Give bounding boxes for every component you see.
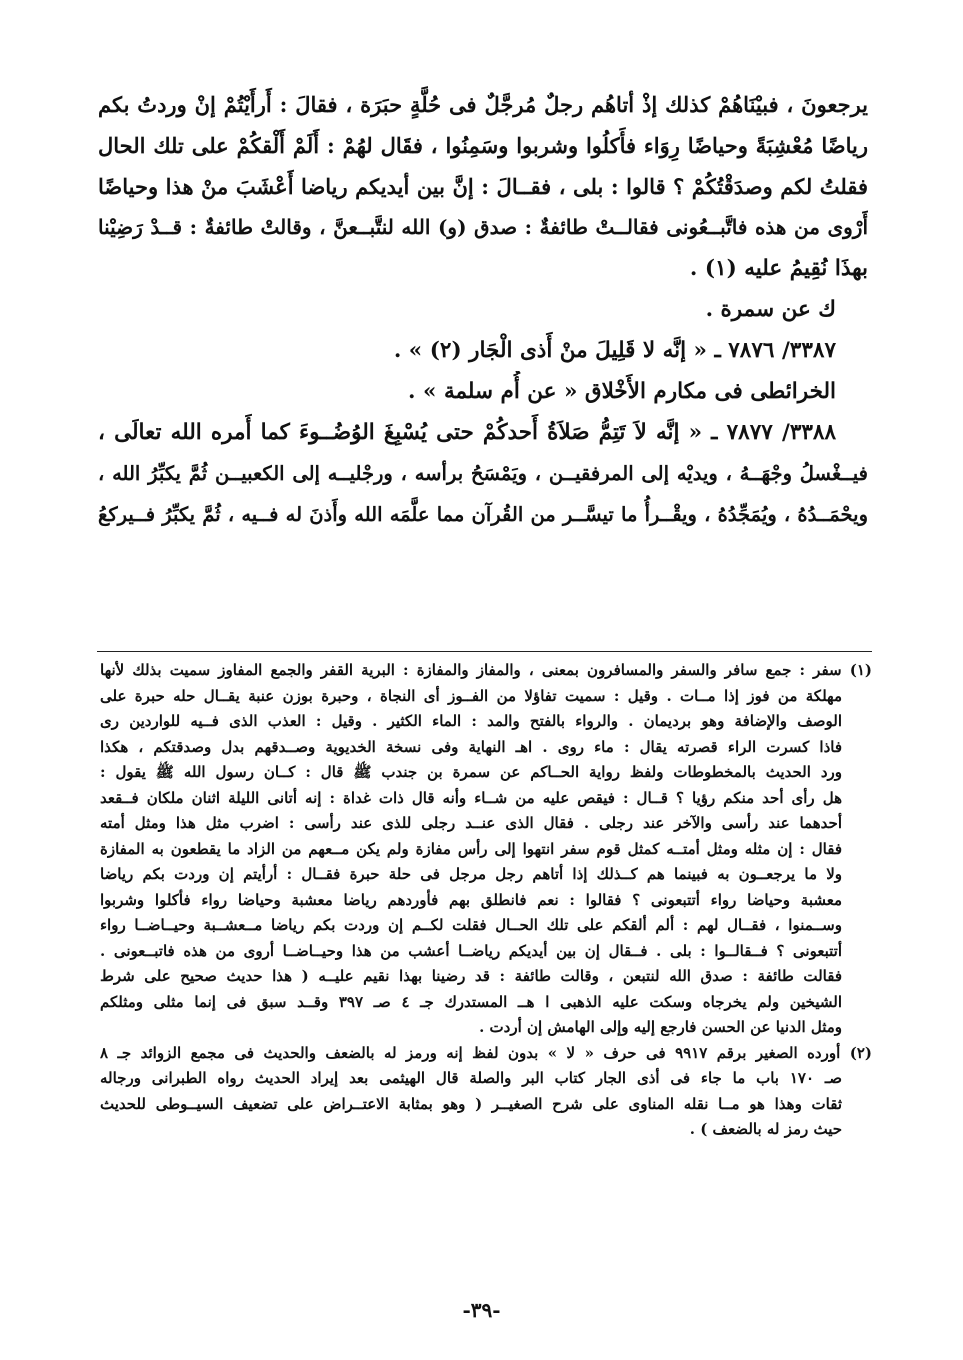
footnote-1-line: مهلكة من فوز إذا مــات . وقيل : سميت تفاؤلا من الفــوز أى النجاة ، وحبرة بوزن عنبة يقــال حله حبرة على xyxy=(100,686,842,705)
footnote-1-line: وســمنوا ، فقــال لهم : ألم ألقكم على تلك الحــال فقلت لكــم إن وردت بكم رياضا مــعشــبة وحيــاضــا رواء xyxy=(100,916,842,934)
footnote-1-line: فقال : إن مثله ومثل أمتــه كمثل قوم سفر انتهوا إلى رأس مفازة ولم يكن مــعهم من الزاد ما يقطعون به المفازة xyxy=(100,839,842,858)
footnote-1-line: فاذا كسرت الراء قصرته يقال : ماء روى . اهـ النهاية وفى نسخة الخديوية وصــدقهم بدل وصدقتكم ، هكذا xyxy=(100,737,842,756)
footnote-1-line: ولا ما يرجعــون به فبينما هم كــذلك إذا أتاهم رجل مرجل فى حلة حبرة فقــال : أرأيتم إن وردت بكم رياضا xyxy=(100,865,842,883)
footnote-1-line: هل رأى أحد منكم رؤيا ؟ قــال : فيقص عليه من شــاء وأنه قال ذات غداة : إنه أتانى الليلة اثنان ملكان فــقعد xyxy=(100,788,842,807)
hadith-source-line: الخرائطى فى مكارم الأَخْلاق « عن أُم سلمة » . xyxy=(408,379,836,404)
footnote-divider xyxy=(97,651,872,652)
main-text-line: فقلتُ لكم وصدَقْتُكُمْ ؟ قالوا : بلى ، فقــالَ : إنَّ بين أيديكم رياضا أَعْشَبَ منْ هذا وحياضًا xyxy=(98,174,868,199)
hadith-3387-line: ٣٣٨٧/ ٧٨٧٦ ـ « إنَّه لا قَلِيلَ منْ أَذى الْجَار (٢) » . xyxy=(393,338,836,363)
footnote-2-line: صـ ١٧٠ باب ما جاء فى أذى الجار كتاب البر والصلة قال الهيثمى بعد إيراد الحديث رواه الطبرانى ورجاله xyxy=(100,1069,842,1087)
main-text-line: رياضًا مُعْشِبَةً وحياضًا رِوَاء فأَكلُوا وشربوا وسَمِنُوا ، فقَال لهُمْ : أَلَمْ أَلْقكُمْ على تلك الحال xyxy=(98,133,868,158)
page-number: -٣٩- xyxy=(462,1298,501,1322)
footnote-1-line: الشيخين ولم يخرجاه وسكت عليه الذهبى ا هــ المستدرك جـ ٤ صـ ٣٩٧ وقــد سبق فى إنما مثلى ومثلكم xyxy=(100,992,842,1011)
footnote-2-line: (٢) أورده الصغير برقم ٩٩١٧ فى حرف « لا » بدون لفظ إنه ورمز له بالضعف والحديث فى مجمع الزوائد جـ ٨ xyxy=(100,1043,872,1062)
footnote-1-line: معشبة وحياضا رواء أتتبعونى ؟ فقالوا : نعم فانطلق بهم فأوردهم رياضا معشبة وحياضا رواء فأكلوا وشربوا xyxy=(100,890,842,909)
hadith-source-line: ك عن سمرة . xyxy=(705,297,836,322)
footnote-1-line: أتتبعونى ؟ فــقالــوا : بلى . فــقال إن بين أيديكم رياضــا أعشب من هذا وحيــاضــا أروى من هذه فاتبــعونى . xyxy=(100,941,842,960)
main-text-line: أَرْوى من هذه فاتَّبــعُونى فقالــتْ طائفةٌ : صدق (و) الله لنتَّبــعنَّ ، وقالتْ طائفةٌ : قــدْ رَضِيْنا xyxy=(98,215,868,239)
main-text-block xyxy=(98,84,868,535)
footnote-2-line: حيث رمز له بالضعف ) . xyxy=(689,1120,842,1138)
footnote-1-line: (١) سفر : جمع سافر والسفر والمسافرون بمعنى ، والمفاز والمفازة : البرية القفر والجمع المفاوز سميت بذلك لأنها xyxy=(100,661,872,679)
footnotes-block xyxy=(100,658,872,1143)
footnote-1-line: ورد الحديث بالمخطوطات ولفظ رواية الحــاكم عن سمرة بن جندب ﷺ قال : كــان رسول الله ﷺ يقول : xyxy=(100,763,842,781)
footnote-1-line: أحدهما عند رأسى والآخر عند رجلى . فقال الذى عنــد رجلى للذى عند رأسى : اضرب مثل هذا ومثل أمته xyxy=(100,814,842,832)
footnote-1-line: فقالت طائفة : صدق الله لنتبعن ، وقالت طائفة : قد رضينا بهذا نقيم عليــه ( هذا حديث صحيح على شرط xyxy=(100,967,842,985)
main-text-line: فيــغْسلُ وجْهَــهُ ، ويديْه إلى المرفقيــن ، ويَمْسَحُ برأسه ، ورجْليــه إلى الكعبيــن ثُمَّ يكبِّرُ الله ، xyxy=(98,462,868,485)
main-text-line: بهذَا نُقِيمُ عليه (١) . xyxy=(689,256,868,281)
main-text-line: ويحْمَــدُهُ ، ويُمَجِّدُهُ ، ويقْــرأُ ما تيسَّــر من القُرآن مما علَّمَه الله وأَذنَ له فــيه ، ثُمَّ يكبِّرُ فــيركعُ xyxy=(98,503,868,526)
hadith-3388-line: ٣٣٨٨/ ٧٨٧٧ ـ « إنَّه لاَ تَتِمُّ صَلاَةُ أَحدكُمْ حتى يُسْبِغَ الوُضُــوءَ كما أَمره الله تعالَى ، xyxy=(98,420,837,445)
footnote-2-line: ثقات وهذا هو مــا نقله المناوى على شرح الصغيــر ( وهو بمثابة الاعتــراض على تضعيف السيــوطى للحديث xyxy=(100,1094,842,1113)
main-text-line: يرجعونَ ، فبيْنَاهُمْ كذلك إذْ أتاهُم رجلٌ مُرجَّلٌ فى حُلَّةٍ حبَرَة ، فقالَ : أَرأَيْتُمْ إنْ وردتُ بكم xyxy=(98,92,868,117)
footnote-1-line: ومثل الدنيا عن الحسن فارجع إليه وإلى الهامش إن أردت . xyxy=(479,1018,842,1036)
footnote-1-line: الوصف والإضافة وهو برديمان . والرواء بالفتح والمد : الماء الكثير . وقيل : العذب الذى فــيه للواردين رى xyxy=(100,712,842,730)
